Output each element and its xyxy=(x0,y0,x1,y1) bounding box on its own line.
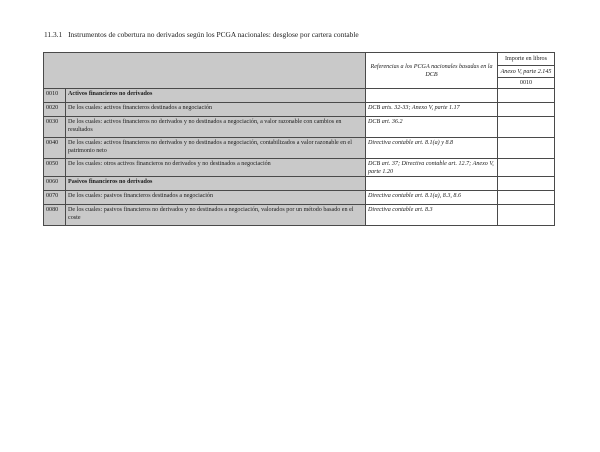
header-anexo: Anexo V, parte 2.145 xyxy=(498,66,555,78)
row-code: 0050 xyxy=(44,159,66,177)
row-value-cell[interactable] xyxy=(498,103,555,117)
row-label: De los cuales: activos financieros no derivados y no destinados a negociación, contabilizados a valor razonable en el patrimonio neto xyxy=(66,138,366,159)
row-label: Activos financieros no derivados xyxy=(66,89,366,103)
header-blank-cell xyxy=(44,53,366,89)
row-reference: DCB arts. 32-33; Anexo V, parte 1.17 xyxy=(366,103,498,117)
row-value-cell[interactable] xyxy=(498,138,555,159)
row-label: De los cuales: activos financieros destinados a negociación xyxy=(66,103,366,117)
section-number: 11.3.1 xyxy=(44,30,63,39)
row-label: De los cuales: pasivos financieros destinados a negociación xyxy=(66,191,366,205)
row-value-cell[interactable] xyxy=(498,89,555,103)
row-code: 0040 xyxy=(44,138,66,159)
row-value-cell[interactable] xyxy=(498,159,555,177)
header-row-1 xyxy=(44,53,555,66)
row-reference xyxy=(366,177,498,191)
row-value-cell[interactable] xyxy=(498,117,555,138)
row-label: De los cuales: otros activos financieros no derivados y no destinados a negociación xyxy=(66,159,366,177)
row-code: 0020 xyxy=(44,103,66,117)
section-title: Instrumentos de cobertura no derivados según los PCGA nacionales: desglose por cartera contable xyxy=(68,30,359,39)
row-code: 0010 xyxy=(44,89,66,103)
table-row xyxy=(44,205,555,226)
row-code: 0030 xyxy=(44,117,66,138)
row-reference: Directiva contable art. 8.1(a), 8.3, 8.6 xyxy=(366,191,498,205)
table-row xyxy=(44,159,555,177)
row-code: 0080 xyxy=(44,205,66,226)
row-reference: DCB art. 36.2 xyxy=(366,117,498,138)
table-row xyxy=(44,191,555,205)
row-label: Pasivos financieros no derivados xyxy=(66,177,366,191)
row-reference: Directiva contable art. 8.3 xyxy=(366,205,498,226)
table-row xyxy=(44,177,555,191)
hedging-instruments-table xyxy=(43,52,555,226)
table-row xyxy=(44,89,555,103)
row-reference xyxy=(366,89,498,103)
row-code: 0070 xyxy=(44,191,66,205)
row-code: 0060 xyxy=(44,177,66,191)
table-row xyxy=(44,103,555,117)
row-reference: DCB art. 37; Directiva contable art. 12.7; Anexo V, parte 1.20 xyxy=(366,159,498,177)
section-heading xyxy=(44,30,359,39)
row-value-cell[interactable] xyxy=(498,191,555,205)
table-row xyxy=(44,138,555,159)
row-label: De los cuales: activos financieros no derivados y no destinados a negociación, a valor razonable con cambios en resultados xyxy=(66,117,366,138)
row-reference: Directiva contable art. 8.1(a) y 8.8 xyxy=(366,138,498,159)
header-importe: Importe en libros xyxy=(498,53,555,66)
header-column-code: 0010 xyxy=(498,78,555,89)
header-references: Referencias a los PCGA nacionales basadas en la DCB xyxy=(366,53,498,89)
row-value-cell[interactable] xyxy=(498,177,555,191)
table-row xyxy=(44,117,555,138)
row-label: De los cuales: pasivos financieros no derivados y no destinados a negociación, valorados por un método basado en el coste xyxy=(66,205,366,226)
row-value-cell[interactable] xyxy=(498,205,555,226)
